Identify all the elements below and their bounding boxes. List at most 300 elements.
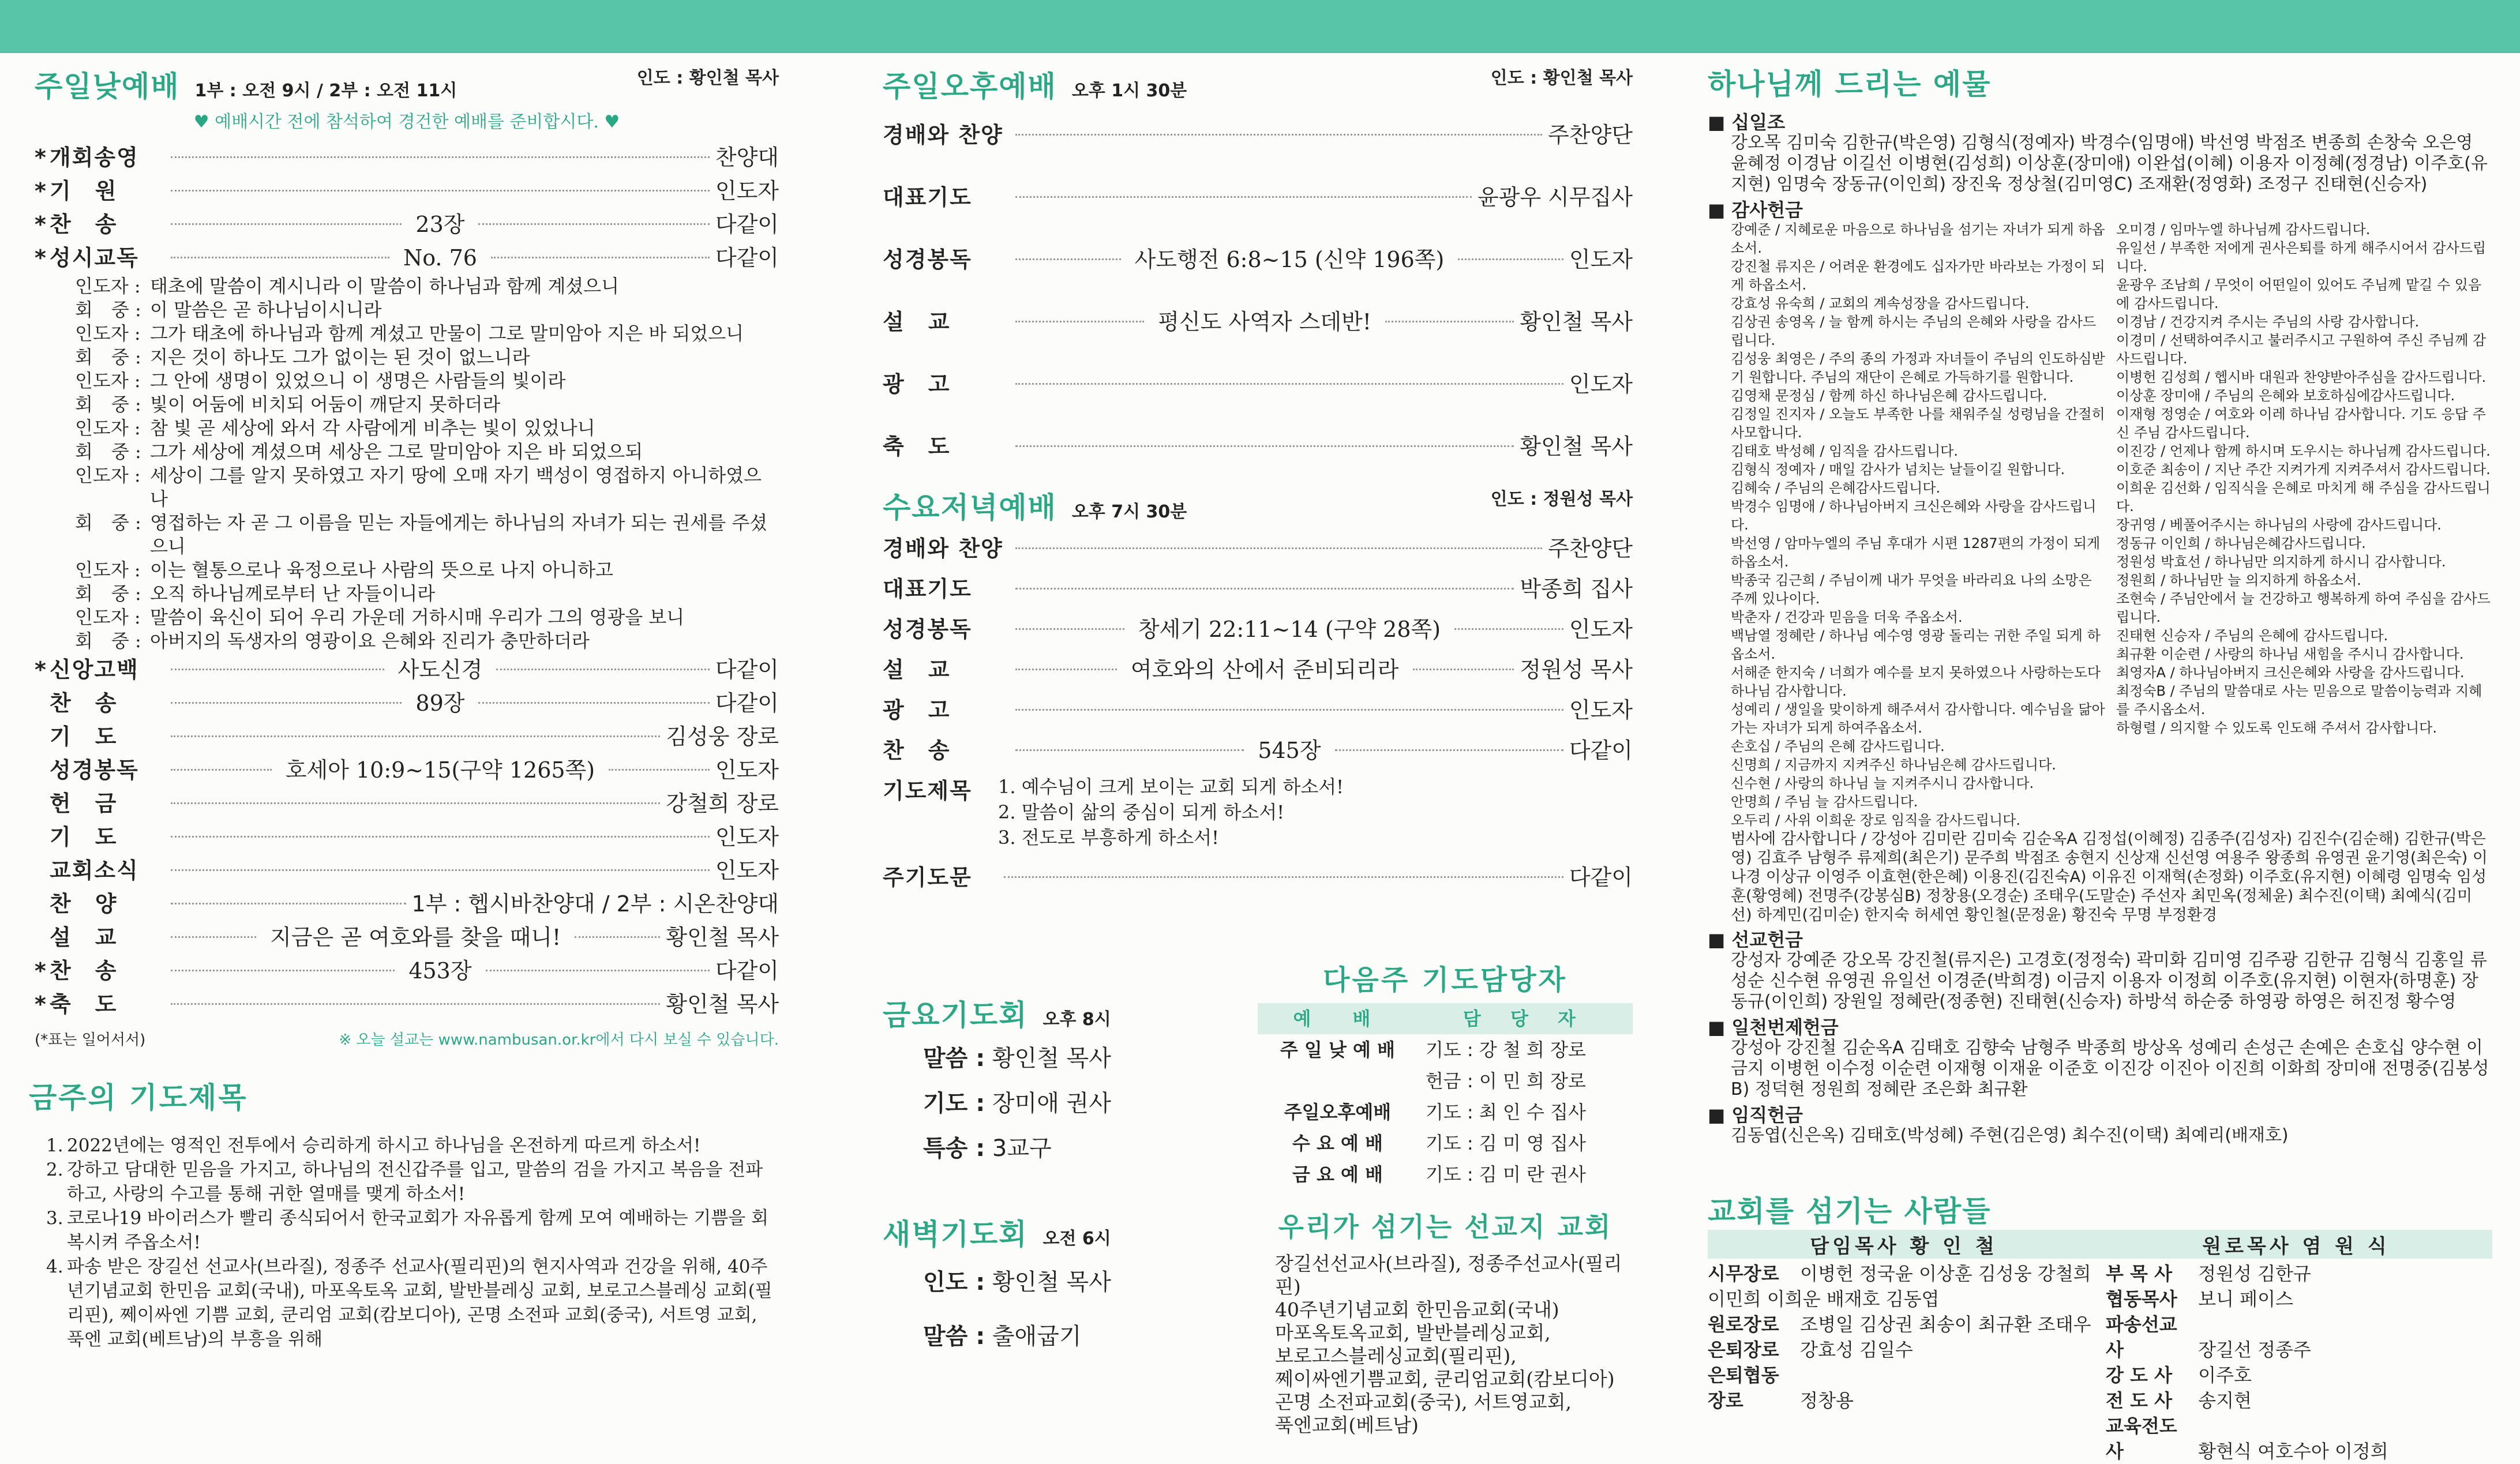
- thanks-entry: 김형식 정예자 / 매일 감사가 넘치는 날들이길 원합니다.: [1731, 461, 2065, 478]
- lords-prayer-row: [883, 857, 1633, 898]
- wednesday-prayer-label: 기도제목: [883, 778, 972, 804]
- thanks-entry: 이희운 김선화 / 임직식을 은혜로 마치게 해 주심을 감사드립니다.: [2116, 480, 2491, 515]
- column-left: [29, 63, 779, 1352]
- thanks-entry: 박경수 임명애 / 하나님아버지 크신은혜와 사랑을 감사드립니다.: [1731, 498, 2097, 533]
- sunday_afternoon.items-row: [883, 166, 1633, 228]
- sunday-main-leader: 인도 : 황인철 목사: [636, 68, 779, 88]
- dots: [171, 769, 272, 771]
- staff-row: [2106, 1388, 2492, 1413]
- wednesday-prayer-item: 3. 전도로 부흥하게 하소서!: [998, 827, 1220, 849]
- item-detail: 545장: [1258, 738, 1321, 763]
- staff-role: 협동목사: [2106, 1288, 2177, 1310]
- duty-service: 주일오후예배: [1284, 1101, 1392, 1123]
- staff-left: [1708, 1261, 2094, 1464]
- prayer-topics-title: 금주의 기도제목: [29, 1080, 248, 1114]
- thanks-entry: 이병헌 김성희 / 헵시바 대원과 찬양받아주심을 감사드립니다.: [2116, 369, 2487, 385]
- sunday_main.items2-row: [35, 686, 779, 720]
- thanks-entry: 최규환 이순련 / 사랑의 하나님 새힘을 주시니 감사합니다.: [2116, 646, 2464, 662]
- next-week-table: [1258, 1003, 1633, 1190]
- thanks-entry: 손호십 / 주님의 은혜 감사드립니다.: [1731, 738, 1945, 754]
- staff-names: 정창용: [1800, 1390, 1854, 1412]
- reading-line: [75, 629, 779, 653]
- dawn-title: 새벽기도회: [883, 1217, 1028, 1251]
- reading-text: 그가 태초에 하나님과 함께 계셨고 만물이 그로 말미암아 지은 바 되었으니: [150, 322, 744, 344]
- reader: 인도자 :: [75, 417, 141, 439]
- duty-service: [1258, 1065, 1417, 1097]
- dots: [171, 1003, 660, 1005]
- thanks-columns: [1708, 220, 2492, 829]
- dots: [486, 970, 710, 971]
- responsive-reading: [35, 275, 779, 653]
- dots: [171, 970, 395, 971]
- reader: 인도자 :: [75, 370, 141, 392]
- friday-title: 금요기도회: [883, 998, 1028, 1032]
- staff-row: [2106, 1286, 2492, 1312]
- item-leader: 다같이: [715, 958, 779, 983]
- dots: [1454, 628, 1563, 630]
- item-label: 대표기도: [883, 185, 972, 210]
- mission-line: 쩨이싸엔기쁨교회, 쿤리엄교회(캄보디아): [1275, 1368, 1615, 1390]
- missions-title: 우리가 섬기는 선교지 교회: [1278, 1211, 1612, 1242]
- item-detail: 지금은 곧 여호와를 찾을 때니!: [270, 925, 561, 950]
- dawn-block: [883, 1211, 1229, 1364]
- dawn-time: 오전 6시: [1042, 1229, 1111, 1249]
- dots: [1385, 321, 1514, 322]
- item-label: 대표기도: [883, 576, 972, 602]
- dots: [1015, 669, 1117, 670]
- duty-person: 헌금 : 이 민 희 장로: [1425, 1070, 1586, 1092]
- thanks-entry: 장귀영 / 베풀어주시는 하나님의 사랑에 감사드립니다.: [2116, 517, 2442, 533]
- topic-text: 강하고 담대한 믿음을 가지고, 하나님의 전신갑주를 입고, 말씀의 검을 가지고 복음을 전파하고, 사랑의 수고를 통해 귀한 열매를 맺게 하소서!: [67, 1159, 763, 1204]
- dots: [1458, 258, 1563, 260]
- dots: [1015, 321, 1144, 322]
- item-leader: 황인철 목사: [1520, 434, 1633, 459]
- staff-names: 장길선 정종주: [2198, 1339, 2311, 1361]
- item-leader: 다같이: [1569, 738, 1633, 763]
- dots: [491, 257, 710, 258]
- wednesday.items-row: [883, 650, 1633, 690]
- item-label: 찬 송: [50, 690, 118, 716]
- staff-role: 원로장로: [1708, 1313, 1779, 1335]
- reader: 인도자 :: [75, 606, 141, 628]
- thanks-entry: 진태현 신승자 / 주님의 은혜에 감사드립니다.: [2116, 628, 2388, 644]
- staff-title: 교회를 섬기는 사람들: [1708, 1194, 1992, 1228]
- item-detail: 창세기 22:11~14 (구약 28쪽): [1138, 617, 1441, 642]
- wednesday-title: 수요저녁예배: [883, 490, 1057, 524]
- dawn-row: [923, 1255, 1229, 1309]
- item-leader: 인도자: [715, 858, 779, 883]
- reading-text: 이 말씀은 곧 하나님이시니라: [150, 299, 382, 321]
- reading-line: [75, 275, 779, 298]
- reader: 인도자 :: [75, 464, 141, 486]
- dots: [171, 257, 389, 258]
- staff-names: 이병헌 정국윤 이상훈 김성웅 강철희 이민희 이희운 배재호 김동엽: [1708, 1263, 2091, 1310]
- staff-role: 은퇴협동장로: [1708, 1364, 1779, 1412]
- item-leader: 주찬양단: [1548, 122, 1633, 148]
- staff-role: 부 목 사: [2106, 1263, 2173, 1285]
- thanks-entry: 정원희 / 하나님만 늘 의지하게 하옵소서.: [2116, 572, 2361, 588]
- reader: 인도자 :: [75, 322, 141, 344]
- item-detail: 89장: [415, 690, 465, 716]
- item-label: 교회소식: [50, 858, 139, 883]
- dawn-row: [923, 1309, 1229, 1364]
- staff-names: 보니 페이스: [2198, 1288, 2293, 1310]
- wednesday-order: [883, 528, 1633, 771]
- sunday_main.items2-row: [35, 787, 779, 820]
- stand-mark: *: [35, 992, 46, 1017]
- friday-header: [883, 992, 1229, 1036]
- duty-row: [1258, 1034, 1633, 1065]
- dots: [171, 669, 384, 670]
- dots: [1015, 445, 1514, 447]
- reading-text: 참 빛 곧 세상에 와서 각 사람에게 비추는 빛이 있었나니: [150, 417, 595, 439]
- row-value: 3교구: [992, 1135, 1052, 1162]
- prayer-topic: [46, 1255, 779, 1352]
- staff-block: [1708, 1230, 2492, 1464]
- topic-number: 4.: [46, 1256, 63, 1277]
- thanks-entry: 강효성 유숙희 / 교회의 계속성장을 감사드립니다.: [1731, 295, 2030, 311]
- friday-row: [923, 1081, 1229, 1126]
- row-value: 장미애 권사: [992, 1090, 1111, 1117]
- thanks-entry: 강예준 / 지혜로운 마음으로 하나님을 섬기는 자녀가 되게 하옵소서.: [1731, 222, 2105, 256]
- topic-text: 파송 받은 장길선 선교사(브라질), 정종주 선교사(필리핀)의 현지사역과 건강을 위해, 40주년기념교회 한민음 교회(국내), 마포옥토옥 교회, 발반블레싱 교회, 보로고스블레싱 교회(필리핀), 쩨이싸엔 기쁨 교회, 쿤리엄 교회(캄보디아), 곤명 소전파 교회(중국), 서트영 교회, 푹엔 교회(베트남)의 부흥을 위해: [67, 1256, 772, 1350]
- row-label: 말씀 :: [923, 1045, 985, 1072]
- thanks-entry: 김태호 박성혜 / 임직을 감사드립니다.: [1731, 443, 1958, 459]
- next-week-title: 다음주 기도담당자: [1323, 964, 1567, 996]
- sunday-afternoon-leader: 인도 : 황인철 목사: [1490, 68, 1633, 88]
- thanks-entry: 성예리 / 생일을 맞이하게 해주셔서 감사합니다. 예수님을 닮아가는 자녀가 되게 하여주옵소서.: [1731, 701, 2105, 736]
- dots: [171, 903, 406, 904]
- item-label: 개회송영: [50, 145, 139, 170]
- stand-mark: *: [35, 178, 46, 204]
- thanks-more: 범사에 감사합니다 / 강성아 김미란 김미숙 김순옥A 김정섭(이혜정) 김종주(김성자) 김진수(김순해) 김한규(박은영) 김효주 남형주 류제희(최은기) 문주희 박점조 송현지 신상재 신선영 여용주 왕종희 유영권 윤기영(최은숙) 이나경 이상규 이영주 이효현(한은혜) 이용진(김진숙A) 이유진 이재혁(손정화) 이주호(유지현) 이혜령 임명숙 임성훈(황영혜) 전명주(강봉심B) 정창용(오경순) 조태우(도말순) 주선자 최민옥(정체윤) 최수진(이택) 최예식(김미선) 하계민(김미순) 한지숙 허세연 황인철(문정윤) 황진숙 무명 부정환경: [1731, 830, 2488, 924]
- dots: [1335, 749, 1563, 751]
- reading-text: 아버지의 독생자의 영광이요 은혜와 진리가 충만하더라: [150, 630, 590, 652]
- reader: 회 중 :: [75, 441, 141, 463]
- dots: [1015, 258, 1121, 260]
- worship-notice: ♥ 예배시간 전에 참석하여 경건한 예배를 준비합시다. ♥: [193, 112, 620, 132]
- item-leader: 다같이: [715, 245, 779, 271]
- thanks-entry: 이재형 정영순 / 여호와 이레 하나님 감사합니다. 기도 응답 주신 주님 감사드립니다.: [2116, 406, 2486, 441]
- item-label: 찬 양: [50, 891, 118, 917]
- mission-label: ■ 선교헌금: [1708, 929, 1803, 951]
- sunday_main.items-row: [35, 141, 779, 174]
- reader: 인도자 :: [75, 275, 141, 297]
- reading-line: [75, 582, 779, 606]
- duty-service: 수 요 예 배: [1292, 1132, 1383, 1154]
- sunday_main.items2-row: [35, 988, 779, 1021]
- item-detail: 여호와의 산에서 준비되리라: [1130, 657, 1399, 682]
- reading-line: [75, 440, 779, 464]
- duty-service: 주 일 낮 예 배: [1280, 1039, 1395, 1061]
- staff-row: [1708, 1362, 2094, 1413]
- sunday-main-title: 주일낮예배: [35, 69, 180, 103]
- sunday_main.items-row: [35, 208, 779, 241]
- duty-row: [1258, 1159, 1633, 1190]
- reading-line: [75, 322, 779, 346]
- staff-role: 시무장로: [1708, 1263, 1779, 1285]
- thanks-entry: 김성웅 최영은 / 주의 종의 가정과 자녀들이 주님의 인도하심받기 원합니다. 주님의 재단이 은혜로 가득하기를 원합니다.: [1731, 351, 2105, 385]
- nw-head-left: 예 배: [1258, 1003, 1417, 1034]
- dots: [1015, 196, 1472, 198]
- dots: [171, 936, 256, 938]
- topic-number: 2.: [46, 1159, 63, 1180]
- reading-line: [75, 393, 779, 416]
- next-week-block: [1258, 958, 1633, 1437]
- row-value: 출애굽기: [992, 1323, 1082, 1350]
- dots: [1015, 383, 1563, 385]
- thanks-entry: 조현숙 / 주님안에서 늘 건강하고 행복하게 하여 주심을 감사드립니다.: [2116, 591, 2491, 625]
- friday-row: [923, 1036, 1229, 1081]
- sunday_afternoon.items-row: [883, 228, 1633, 291]
- reader: 회 중 :: [75, 512, 141, 534]
- staff-grid: [1708, 1261, 2492, 1464]
- wednesday.items-row: [883, 528, 1633, 569]
- stand-mark: *: [35, 212, 46, 237]
- lords-prayer-right: 다같이: [1569, 865, 1633, 890]
- sunday_afternoon.items-row: [883, 353, 1633, 415]
- reading-text: 말씀이 육신이 되어 우리 가운데 거하시매 우리가 그의 영광을 보니: [150, 606, 685, 628]
- sunday_main.items2-row: [35, 753, 779, 787]
- item-leader: 인도자: [715, 178, 779, 204]
- order-list-2: [35, 653, 779, 1021]
- item-leader: 박종희 집사: [1520, 576, 1633, 602]
- dots: [1015, 749, 1244, 751]
- sunday-afternoon-header: [883, 63, 1633, 107]
- reading-line: [75, 416, 779, 440]
- row-label: 말씀 :: [923, 1323, 985, 1350]
- item-label: 설 교: [883, 657, 951, 682]
- dots: [171, 190, 710, 192]
- thanks-entry: 서해준 한지숙 / 너희가 예수를 보지 못하였으나 사랑하는도다 하나님 감사합니다.: [1731, 665, 2101, 699]
- duty-row: [1258, 1065, 1633, 1097]
- item-detail: 사도행전 6:8~15 (신약 196쪽): [1134, 247, 1445, 272]
- sunday-main-header: [35, 63, 779, 107]
- wednesday.items-row: [883, 690, 1633, 730]
- item-label: 성시교독: [50, 245, 139, 271]
- offerings-body: [1708, 112, 2492, 1146]
- dots: [171, 735, 660, 737]
- staff-role: 전 도 사: [2106, 1390, 2173, 1412]
- staff-row: [1708, 1312, 2094, 1337]
- reader: 회 중 :: [75, 583, 141, 605]
- item-leader: 정원성 목사: [1520, 657, 1633, 682]
- mission-line: 마포옥토옥교회, 발반블레싱교회,: [1275, 1322, 1551, 1344]
- sunday_afternoon.items-row: [883, 291, 1633, 353]
- item-leader: 1부 : 헵시바찬양대 / 2부 : 시온찬양대: [411, 891, 779, 917]
- thanks-entry: 오두리 / 사위 이희운 장로 임직을 감사드립니다.: [1731, 812, 2020, 828]
- item-detail: 평신도 사역자 스데반!: [1158, 309, 1372, 335]
- prayer-topics-list: [35, 1133, 779, 1352]
- dots: [1015, 547, 1542, 549]
- lords-prayer-label: 주기도문: [883, 865, 972, 890]
- dawn-header: [883, 1211, 1229, 1255]
- item-detail: 23장: [415, 212, 465, 237]
- topic-number: 1.: [46, 1135, 63, 1156]
- reading-line: [75, 558, 779, 582]
- row-label: 특송 :: [923, 1135, 985, 1162]
- sunday_main.items2-row: [35, 887, 779, 921]
- item-label: 경배와 찬양: [883, 536, 1003, 561]
- dots: [478, 223, 709, 225]
- thanks-entry: 최정숙B / 주님의 말씀대로 사는 믿음으로 말씀이능력과 지혜를 주시옵소서.: [2116, 683, 2482, 718]
- item-label: 성경봉독: [50, 757, 139, 783]
- duty-row: [1258, 1128, 1633, 1159]
- thanks-entry: 이진강 / 언제나 함께 하시며 도우시는 하나님께 감사드립니다.: [2116, 443, 2491, 459]
- item-label: 기 원: [50, 178, 118, 204]
- reading-text: 영접하는 자 곧 그 이름을 믿는 자들에게는 하나님의 자녀가 되는 권세를 주셨으니: [150, 512, 768, 557]
- thanks-entry: 김정일 진지자 / 오늘도 부족한 나를 채워주실 성령님을 간절히 사모합니다.: [1731, 406, 2105, 441]
- reading-text: 오직 하나님께로부터 난 자들이니라: [150, 583, 436, 605]
- row-value: 황인철 목사: [992, 1045, 1111, 1072]
- sunday_main.items2-row: [35, 854, 779, 887]
- thanks-entry: 오미경 / 임마누엘 하나님께 감사드립니다.: [2116, 222, 2371, 238]
- dots: [171, 156, 710, 158]
- thanks-entry: 박종국 김근희 / 주님이께 내가 무엇을 바라리요 나의 소망은 주께 있나이다.: [1731, 572, 2092, 607]
- emeritus-pastor: 원로목사 염 원 식: [2202, 1234, 2390, 1258]
- reading-text: 세상이 그를 알지 못하였고 자기 땅에 오매 자기 백성이 영접하지 아니하였으나: [150, 464, 762, 510]
- dots: [171, 836, 710, 838]
- row-label: 기도 :: [923, 1090, 985, 1117]
- thanks-entry: 하형렬 / 의지할 수 있도록 인도해 주셔서 감사합니다.: [2116, 720, 2437, 736]
- item-leader: 김성웅 장로: [666, 724, 779, 749]
- topic-text: 2022년에는 영적인 전투에서 승리하게 하시고 하나님을 온전하게 따르게 하소서!: [67, 1135, 701, 1156]
- header-band: [0, 0, 2520, 53]
- item-leader: 인도자: [1569, 697, 1633, 723]
- nw-head-right: 담 당 자: [1417, 1003, 1633, 1034]
- thanks-entry: 정동규 이인희 / 하나님은혜감사드립니다.: [2116, 535, 2366, 551]
- offerings-title: 하나님께 드리는 예물: [1708, 67, 1992, 101]
- stand-note: (*표는 일어서서): [35, 1031, 146, 1049]
- topic-number: 3.: [46, 1208, 63, 1229]
- item-leader: 인도자: [1569, 617, 1633, 642]
- dots: [1015, 588, 1514, 590]
- duty-row: [1258, 1097, 1633, 1128]
- prayer-topic: [46, 1206, 779, 1255]
- sunday_afternoon.items-row: [883, 415, 1633, 478]
- mission-line: 푹엔교회(베트남): [1275, 1414, 1419, 1436]
- item-label: 찬 송: [50, 212, 118, 237]
- dots: [171, 802, 660, 804]
- wednesday.items-row: [883, 730, 1633, 771]
- item-label: 축 도: [50, 992, 118, 1017]
- sunday-afternoon-time: 오후 1시 30분: [1071, 81, 1187, 101]
- staff-names: 조병일 김상권 최송이 최규환 조태우: [1800, 1313, 2091, 1335]
- prayer-topic: [46, 1158, 779, 1206]
- dots: [496, 669, 710, 670]
- item-detail: 호세아 10:9~15(구약 1265쪽): [285, 757, 595, 783]
- staff-row: [2106, 1413, 2492, 1464]
- thanks-entry: 이경미 / 선택하여주시고 불러주시고 구원하여 주신 주님께 감사드립니다.: [2116, 332, 2487, 367]
- item-label: 광 고: [883, 371, 951, 397]
- item-label: 성경봉독: [883, 617, 972, 642]
- tithe-names: 강오목 김미숙 김한규(박은영) 김형식(정예자) 박경수(임명애) 박선영 박점조 변종희 손창숙 오은영 윤혜정 이경남 이길선 이병현(김성희) 이상훈(장미애) 이완섭(이혜) 이용자 이정혜(정경남) 이주호(유지현) 임명숙 장동규(이인희) 장진욱 정상철(김미영C) 조재환(정영화) 조정구 진태현(신승자): [1731, 133, 2488, 194]
- dots: [171, 223, 402, 225]
- thanks-entry: 최영자A / 하나님아버지 크신은혜와 사랑을 감사드립니다.: [2116, 665, 2465, 681]
- thanks-entry: 이경남 / 건강지켜 주시는 주님의 사랑 감사합니다.: [2116, 314, 2420, 330]
- duty-service: 금 요 예 배: [1292, 1163, 1383, 1185]
- relief-label: ■ 일천번제헌금: [1708, 1016, 1839, 1038]
- item-leader: 찬양대: [715, 145, 779, 170]
- duty-person: 기도 : 강 철 희 장로: [1425, 1039, 1586, 1061]
- item-detail: No. 76: [403, 245, 477, 271]
- sunday_main.items2-row: [35, 921, 779, 954]
- item-label: 광 고: [883, 697, 951, 723]
- item-label: 헌 금: [50, 791, 118, 816]
- relief-names: 강성아 강진철 김순옥A 김태호 김향숙 남형주 박종희 방상옥 성예리 손성근 손예은 손호십 양수현 이금지 이병헌 이수정 이순련 이재형 이재윤 이준호 이진강 이진아 이진희 이화희 장미애 전명중(김봉성B) 정덕현 정원희 정혜란 조은화 최규환: [1731, 1038, 2489, 1099]
- item-label: 찬 송: [50, 958, 118, 983]
- thanks-entry: 안명희 / 주님 늘 감사드립니다.: [1731, 794, 1918, 810]
- item-label: 신앙고백: [50, 657, 139, 682]
- thanks-entry: 신수현 / 사랑의 하나님 늘 지켜주시니 감사합니다.: [1731, 775, 2034, 791]
- sunday-main-times: 1부 : 오전 9시 / 2부 : 오전 11시: [194, 81, 457, 101]
- item-label: 찬 송: [883, 738, 951, 763]
- reader: 회 중 :: [75, 393, 141, 415]
- sunday-afternoon-title: 주일오후예배: [883, 69, 1057, 103]
- reading-text: 지은 것이 하나도 그가 없이는 된 것이 없느니라: [150, 346, 530, 368]
- item-label: 기 도: [50, 824, 118, 850]
- reading-line: [75, 606, 779, 629]
- row-label: 인도 :: [923, 1269, 985, 1296]
- thanks-entry: 이호준 최송이 / 지난 주간 지켜가게 지켜주셔서 감사드립니다.: [2116, 461, 2491, 478]
- item-leader: 윤광우 시무집사: [1477, 185, 1633, 210]
- reader: 회 중 :: [75, 630, 141, 652]
- missions-list: [1258, 1252, 1633, 1437]
- wednesday-prayer-item: 1. 예수님이 크게 보이는 교회 되게 하소서!: [998, 776, 1344, 798]
- item-leader: 다같이: [715, 690, 779, 716]
- mission-names: 강성자 강예준 강오목 강진철(류지은) 고경호(정정숙) 곽미화 김미영 김주광 김한규 김형식 김홍일 류성순 신수현 유영권 유일선 이경준(박희경) 이금지 이용자 이정희 이주호(유지현) 이현자(하명훈) 장동규(이인희) 장원일 정혜란(정종현) 진태현(신승자) 하방석 하순중 하영광 하영은 허진정 황수영: [1731, 950, 2487, 1012]
- sunday_main.items-row: [35, 174, 779, 208]
- dots: [1015, 709, 1563, 711]
- sunday_main.items2-row: [35, 720, 779, 753]
- reader: 인도자 :: [75, 559, 141, 581]
- thanks-label: ■ 감사헌금: [1708, 199, 1803, 221]
- mission-line: 곤명 소전파교회(중국), 서트영교회,: [1275, 1391, 1572, 1413]
- thanks-entry: 강진철 류지은 / 어려운 환경에도 십자가만 바라보는 가정이 되게 하옵소서.: [1731, 258, 2105, 293]
- stand-mark: *: [35, 657, 46, 682]
- duty-person: 기도 : 김 미 영 집사: [1425, 1132, 1586, 1154]
- thanks-left: [1731, 220, 2107, 829]
- dots: [609, 769, 710, 771]
- reading-text: 그 안에 생명이 있었으니 이 생명은 사람들의 빛이라: [150, 370, 566, 392]
- reading-line: [75, 346, 779, 369]
- column-middle: [883, 63, 1633, 1436]
- order-list: [35, 141, 779, 275]
- staff-names: 강효성 김일수: [1800, 1339, 1913, 1361]
- item-leader: 주찬양단: [1548, 536, 1633, 561]
- friday-block: [883, 992, 1229, 1171]
- duty-person: 기도 : 최 인 수 집사: [1425, 1101, 1586, 1123]
- afternoon-order: [883, 104, 1633, 478]
- row-value: 황인철 목사: [992, 1269, 1111, 1296]
- wednesday-header: [883, 485, 1633, 528]
- dots: [1004, 876, 1563, 878]
- ordination-label: ■ 임직헌금: [1708, 1104, 1803, 1126]
- item-leader: 황인철 목사: [1520, 309, 1633, 335]
- staff-role: 파송선교사: [2106, 1313, 2177, 1361]
- item-detail: 사도신경: [397, 657, 483, 682]
- reading-line: [75, 369, 779, 393]
- item-leader: 인도자: [1569, 247, 1633, 272]
- wednesday-prayer-item: 2. 말씀이 삶의 중심이 되게 하소서!: [998, 801, 1285, 823]
- friday-time: 오후 8시: [1042, 1009, 1111, 1030]
- item-label: 경배와 찬양: [883, 122, 1003, 148]
- mission-line: 40주년기념교회 한민음교회(국내): [1275, 1298, 1559, 1321]
- staff-right: [2094, 1261, 2492, 1464]
- thanks-entry: 이상훈 장미애 / 주님의 은혜와 보호하심에감사드립니다.: [2116, 388, 2455, 404]
- tithe-label: ■ 십일조: [1708, 111, 1786, 133]
- friday-rows: [883, 1036, 1229, 1171]
